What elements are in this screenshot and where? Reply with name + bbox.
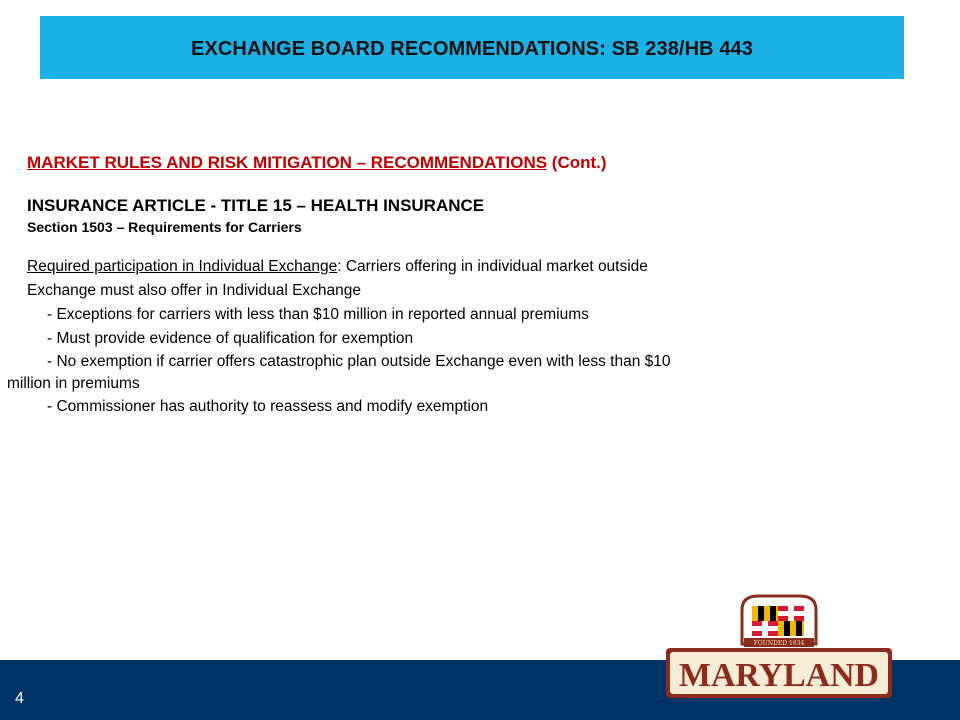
- bullet-item-text: - No exemption if carrier offers catastrophic plan outside Exchange even with less than $10: [47, 353, 671, 370]
- maryland-logo: [662, 592, 896, 702]
- bullet-item: [7, 351, 927, 395]
- requirement-label: Required participation in Individual Exchange: [27, 258, 338, 275]
- requirement-paragraph: [27, 255, 927, 303]
- section-heading: [27, 151, 927, 175]
- section-heading-suffix: (Cont.): [547, 153, 607, 172]
- section-heading-underlined: MARKET RULES AND RISK MITIGATION – RECOMMENDATIONS: [27, 153, 548, 172]
- slide-content: [7, 151, 927, 419]
- requirement-text-line2: Exchange must also offer in Individual Exchange: [27, 282, 362, 299]
- bullet-item: - Commissioner has authority to reassess and modify exemption: [47, 398, 489, 415]
- svg-text:MARYLAND: MARYLAND: [679, 657, 879, 694]
- bullet-item: - Exceptions for carriers with less than $10 million in reported annual premiums: [47, 306, 589, 323]
- maryland-wordmark: [666, 648, 892, 698]
- article-heading: INSURANCE ARTICLE - TITLE 15 – HEALTH INSURANCE: [27, 196, 485, 215]
- subsection-heading: Section 1503 – Requirements for Carriers: [27, 219, 302, 235]
- page-number: 4: [15, 690, 24, 707]
- bullet-item-wrap: million in premiums: [7, 375, 140, 392]
- title-bar: [40, 16, 904, 79]
- bullet-item: - Must provide evidence of qualification for exemption: [47, 330, 414, 347]
- seal-icon: [742, 596, 816, 647]
- svg-text:FOUNDED 1634: FOUNDED 1634: [753, 640, 805, 647]
- requirement-text-line1: : Carriers offering in individual market outside: [337, 258, 648, 275]
- slide-title: EXCHANGE BOARD RECOMMENDATIONS: SB 238/HB 443: [191, 38, 753, 60]
